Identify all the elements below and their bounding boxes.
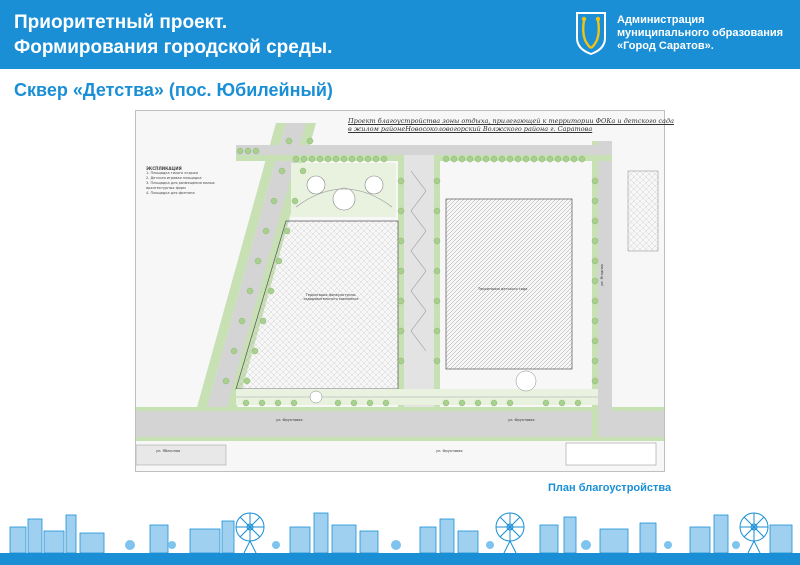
- street-label: ул. Фруктовая: [276, 418, 303, 422]
- site-plan-graphic: [136, 111, 674, 471]
- legend-item: 3. Площадка для размещения малых архитектурных форм: [146, 181, 215, 190]
- administration-name: [617, 14, 800, 53]
- legend-title: ЭКСПЛИКАЦИЯ: [146, 166, 182, 171]
- header-banner: [0, 0, 800, 69]
- admin-line1: Администрация: [617, 14, 705, 26]
- page-subtitle: Сквер «Детства» (пос. Юбилейный): [14, 80, 333, 100]
- plan-caption: План благоустройства: [548, 482, 672, 494]
- plan-title-line2: в жилом районеНовосоколовогорский Волжского района г. Саратова: [348, 125, 593, 133]
- footer-bar: [0, 553, 800, 565]
- admin-line2: муниципального образования: [617, 27, 784, 39]
- street-label: ул. Ягодная: [600, 264, 604, 286]
- street-label: ул. Фруктовая: [508, 418, 535, 422]
- saratov-coat-of-arms-icon: [574, 10, 608, 56]
- kindergarten-lot: [446, 199, 572, 369]
- plan-title: [348, 117, 674, 133]
- street-label: ул. Яблочная: [156, 449, 181, 453]
- project-title-line2: Формирования городской среды.: [14, 37, 333, 58]
- project-title-line1: Приоритетный проект.: [14, 12, 228, 33]
- legend-item: 1. Площадка тихого отдыха: [146, 171, 198, 175]
- site-plan-drawing: [135, 110, 674, 472]
- legend-item: 2. Детская игровая площадка: [146, 176, 202, 180]
- city-skyline-decoration: [0, 505, 800, 553]
- street-label: ул. Фруктовая: [436, 449, 463, 453]
- legend-item: 4. Площадка для фонтана: [146, 191, 195, 195]
- boulevard: [404, 155, 434, 407]
- admin-line3: «Город Саратов».: [617, 40, 714, 52]
- lot-label: Территория физкультурно-оздоровительного комплекса: [303, 293, 359, 301]
- kindergarten-label: Территория детского сада: [478, 287, 528, 291]
- street-bottom: [136, 411, 664, 437]
- project-title: [14, 10, 494, 60]
- street-right: [598, 141, 612, 437]
- plan-title-line1: Проект благоустройства зоны отдыха, прилегающей к территории ФОКа и детского сада: [348, 117, 674, 125]
- plan-legend: [146, 166, 218, 196]
